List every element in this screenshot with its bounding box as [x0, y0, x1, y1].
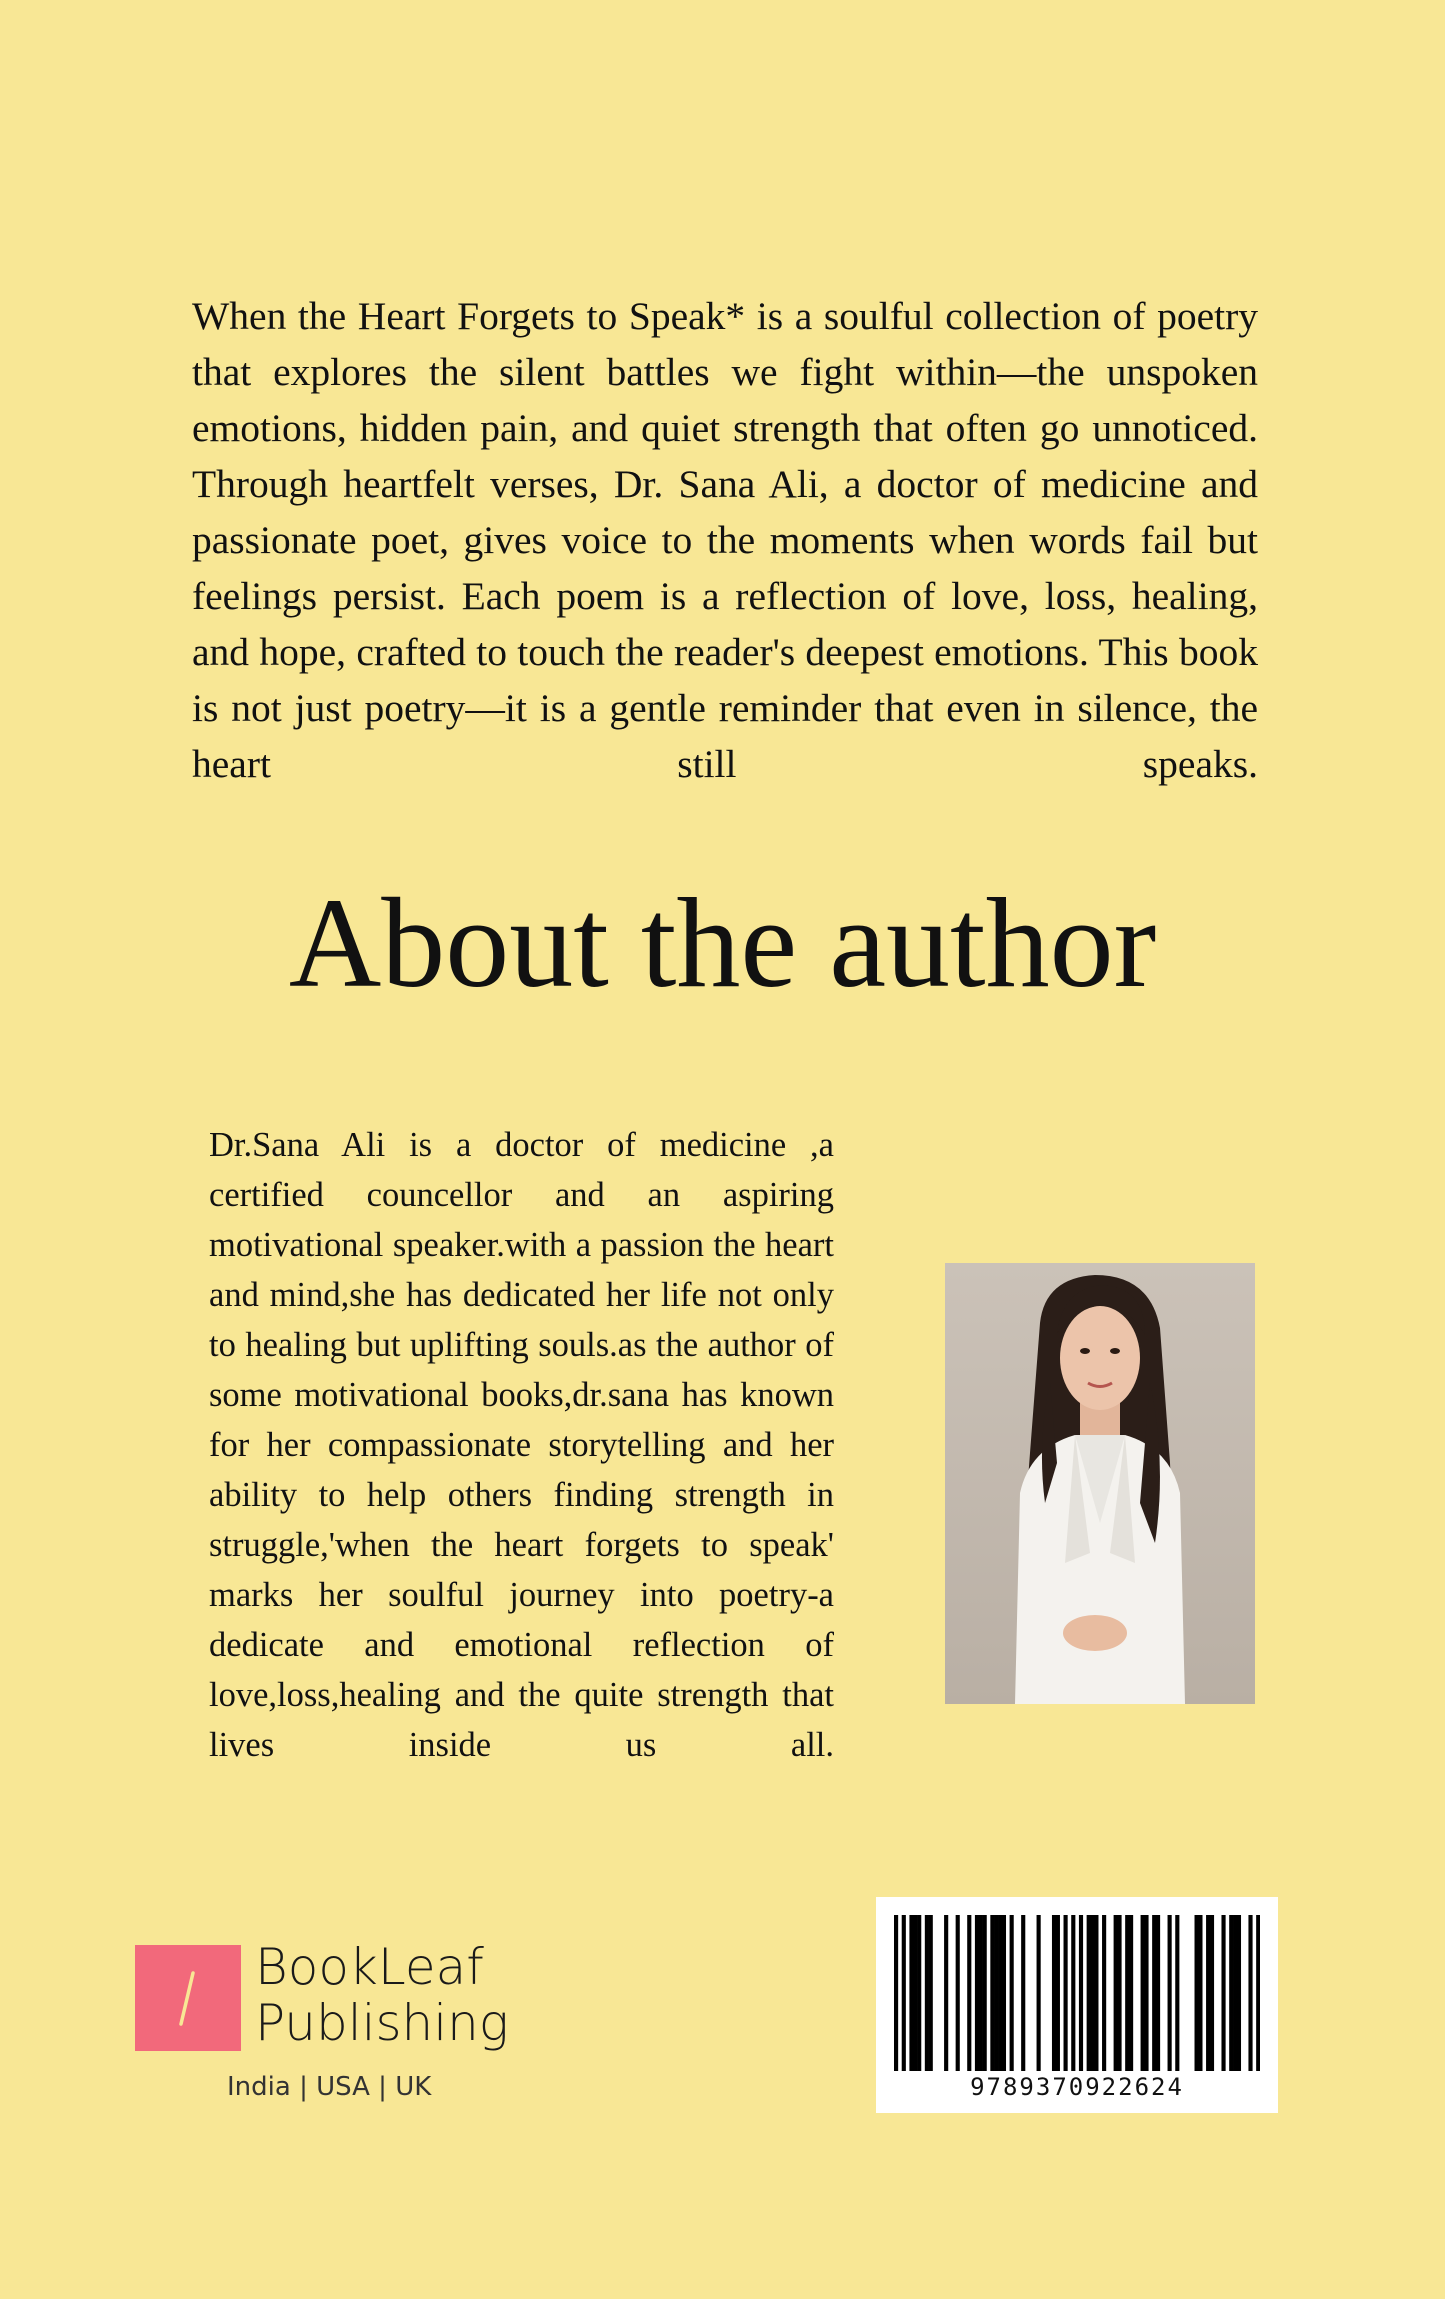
barcode-bar	[1114, 1915, 1118, 2071]
barcode-bar	[1206, 1915, 1210, 2071]
isbn-number: 9789370922624	[970, 2073, 1184, 2101]
barcode-bar	[944, 1915, 948, 2071]
barcode-bar	[925, 1915, 929, 2071]
barcode-bar	[994, 1915, 998, 2071]
slash-logo-icon	[135, 1945, 241, 2051]
isbn-barcode	[876, 1897, 1278, 2113]
barcode-bar	[1152, 1915, 1156, 2071]
author-bio: Dr.Sana Ali is a doctor of medicine ,a certified councellor and an aspiring motivational speaker.with a passion the heart and mind,she has dedicated her life not only to healing but uplifting souls.as the author of some motivational books,dr.sana has known for her compassionate storytelling and her ability to help others finding strength in struggle,'when the heart forgets to speak' marks her soulful journey into poetry-a dedicate and emotional reflection of love,loss,healing and the quite strength that lives inside us all.	[209, 1126, 834, 1764]
barcode-bar	[1064, 1915, 1068, 2071]
barcode-bar	[917, 1915, 921, 2071]
barcode-bar	[1229, 1915, 1233, 2071]
barcode-bar	[909, 1915, 913, 2071]
barcode-bar	[1056, 1915, 1060, 2071]
barcode-bar	[902, 1915, 906, 2071]
barcode-bar	[1168, 1915, 1172, 2071]
barcode-bar	[1090, 1915, 1094, 2071]
barcode-bar	[956, 1915, 960, 2071]
barcode-bar	[1125, 1915, 1129, 2071]
back-cover-blurb: When the Heart Forgets to Speak* is a soulful collection of poetry that explores the silent battles we fight within—the unspoken emotions, hidden pain, and quiet strength that often go unnoticed. Through heartfelt verses, Dr. Sana Ali, a doctor of medicine and passionate poet, gives voice to the moments when words fail but feelings persist. Each poem is a reflection of love, loss, healing, and hope, crafted to touch the reader's deepest emotions. This book is not just poetry—it is a gentle reminder that even in silence, the heart still speaks.	[192, 294, 1258, 786]
barcode-bars	[894, 1915, 1260, 2071]
about-author-heading: About the author	[288, 872, 1157, 1014]
barcode-bar	[1094, 1915, 1098, 2071]
barcode-bar	[913, 1915, 917, 2071]
barcode-bar	[1237, 1915, 1241, 2071]
barcode-bar	[1079, 1915, 1083, 2071]
barcode-bar	[1102, 1915, 1106, 2071]
barcode-bar	[1021, 1915, 1025, 2071]
barcode-bar	[1175, 1915, 1179, 2071]
barcode-bar	[929, 1915, 933, 2071]
barcode-bar	[1052, 1915, 1056, 2071]
barcode-bar	[1233, 1915, 1237, 2071]
barcode-bar	[975, 1915, 979, 2071]
barcode-bar	[1195, 1915, 1199, 2071]
barcode-bar	[1248, 1915, 1252, 2071]
barcode-bar	[1141, 1915, 1145, 2071]
barcode-bar	[1221, 1915, 1225, 2071]
barcode-bar	[894, 1915, 898, 2071]
barcode-bar	[1156, 1915, 1160, 2071]
barcode-bar	[1117, 1915, 1121, 2071]
barcode-bar	[1129, 1915, 1133, 2071]
publisher-logo	[135, 1938, 555, 2115]
barcode-bar	[1087, 1915, 1091, 2071]
publisher-name-line1: BookLeaf	[255, 1938, 484, 1996]
barcode-bar	[1210, 1915, 1214, 2071]
publisher-regions: India | USA | UK	[227, 2072, 432, 2102]
barcode-bar	[979, 1915, 983, 2071]
publisher-name	[255, 1939, 509, 2051]
barcode-bar	[1037, 1915, 1041, 2071]
author-photo	[945, 1263, 1255, 1704]
barcode-bar	[1010, 1915, 1014, 2071]
barcode-bar	[1071, 1915, 1075, 2071]
barcode-bar	[1144, 1915, 1148, 2071]
barcode-bar	[998, 1915, 1002, 2071]
publisher-name-line2: Publishing	[255, 1994, 509, 2052]
barcode-bar	[1002, 1915, 1006, 2071]
barcode-bar	[983, 1915, 987, 2071]
barcode-bar	[1198, 1915, 1202, 2071]
barcode-bar	[990, 1915, 994, 2071]
barcode-bar	[1256, 1915, 1260, 2071]
barcode-bar	[967, 1915, 971, 2071]
